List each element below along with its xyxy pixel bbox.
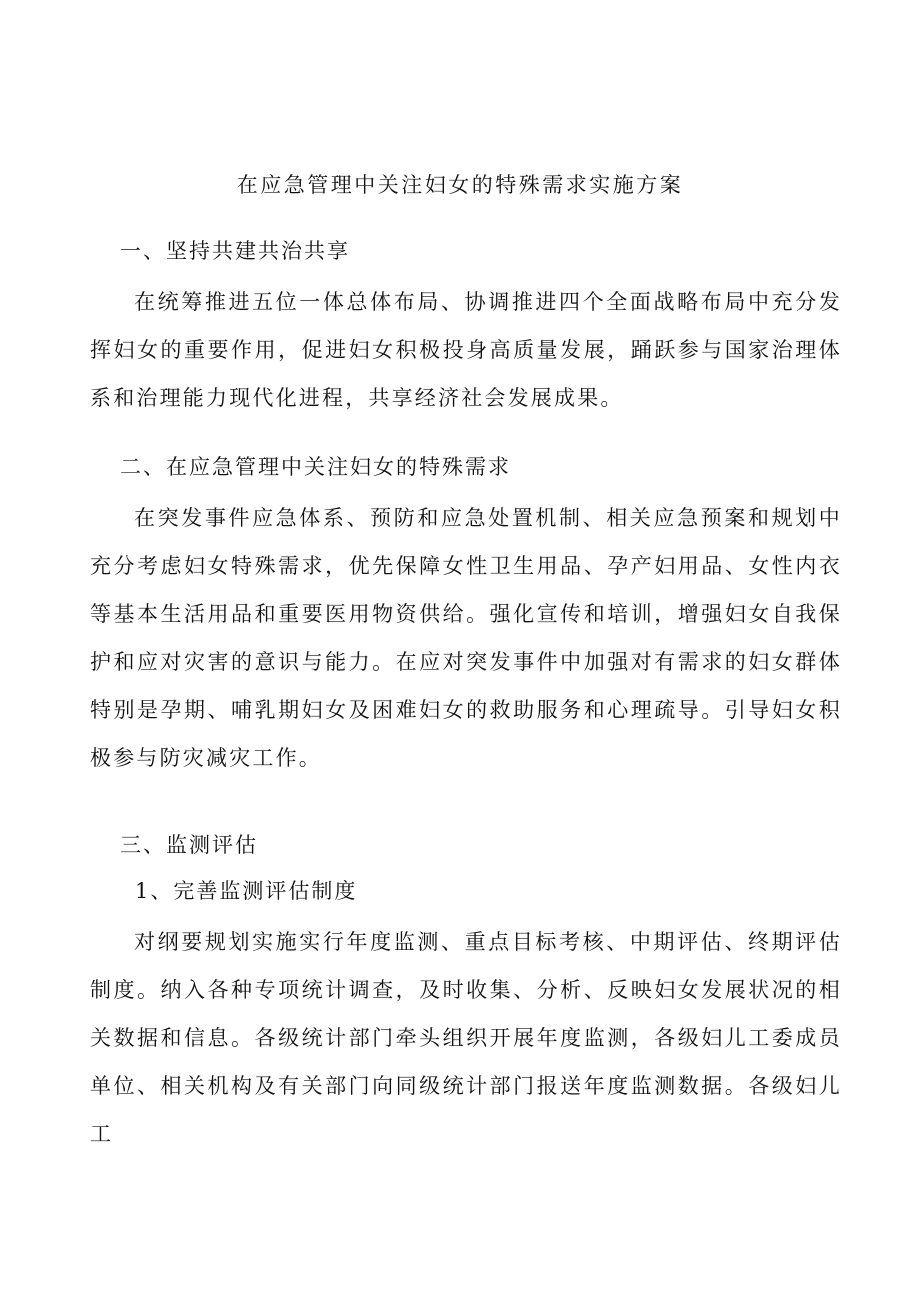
section-subheading-3-1: 1、完善监测评估制度 [135,879,358,903]
section-paragraph-3: 对纲要规划实施实行年度监测、重点目标考核、中期评估、终期评估制度。纳入各种专项统计调查，及时收集、分析、反映妇女发展状况的相关数据和信息。各级统计部门牵头组织开展年度监测，各级妇儿工委成员单位、相关机构及有关部门向同级统计部门报送年度监测数据。各级妇儿工 [90,930,842,1146]
document-title: 在应急管理中关注妇女的特殊需求实施方案 [236,173,684,197]
section-heading-2: 二、在应急管理中关注妇女的特殊需求 [120,455,511,479]
section-heading-1: 一、坚持共建共治共享 [120,239,350,263]
section-heading-3: 三、监测评估 [120,833,258,857]
section-paragraph-2: 在突发事件应急体系、预防和应急处置机制、相关应急预案和规划中充分考虑妇女特殊需求，优先保障女性卫生用品、孕产妇用品、女性内衣等基本生活用品和重要医用物资供给。强化宣传和培训，增强妇女自我保护和应对灾害的意识与能力。在应对突发事件中加强对有需求的妇女群体特别是孕期、哺乳期妇女及困难妇女的救助服务和心理疏导。引导妇女积极参与防灾减灾工作。 [90,506,842,770]
section-paragraph-1: 在统筹推进五位一体总体布局、协调推进四个全面战略布局中充分发挥妇女的重要作用，促进妇女积极投身高质量发展，踊跃参与国家治理体系和治理能力现代化进程，共享经济社会发展成果。 [90,290,842,410]
